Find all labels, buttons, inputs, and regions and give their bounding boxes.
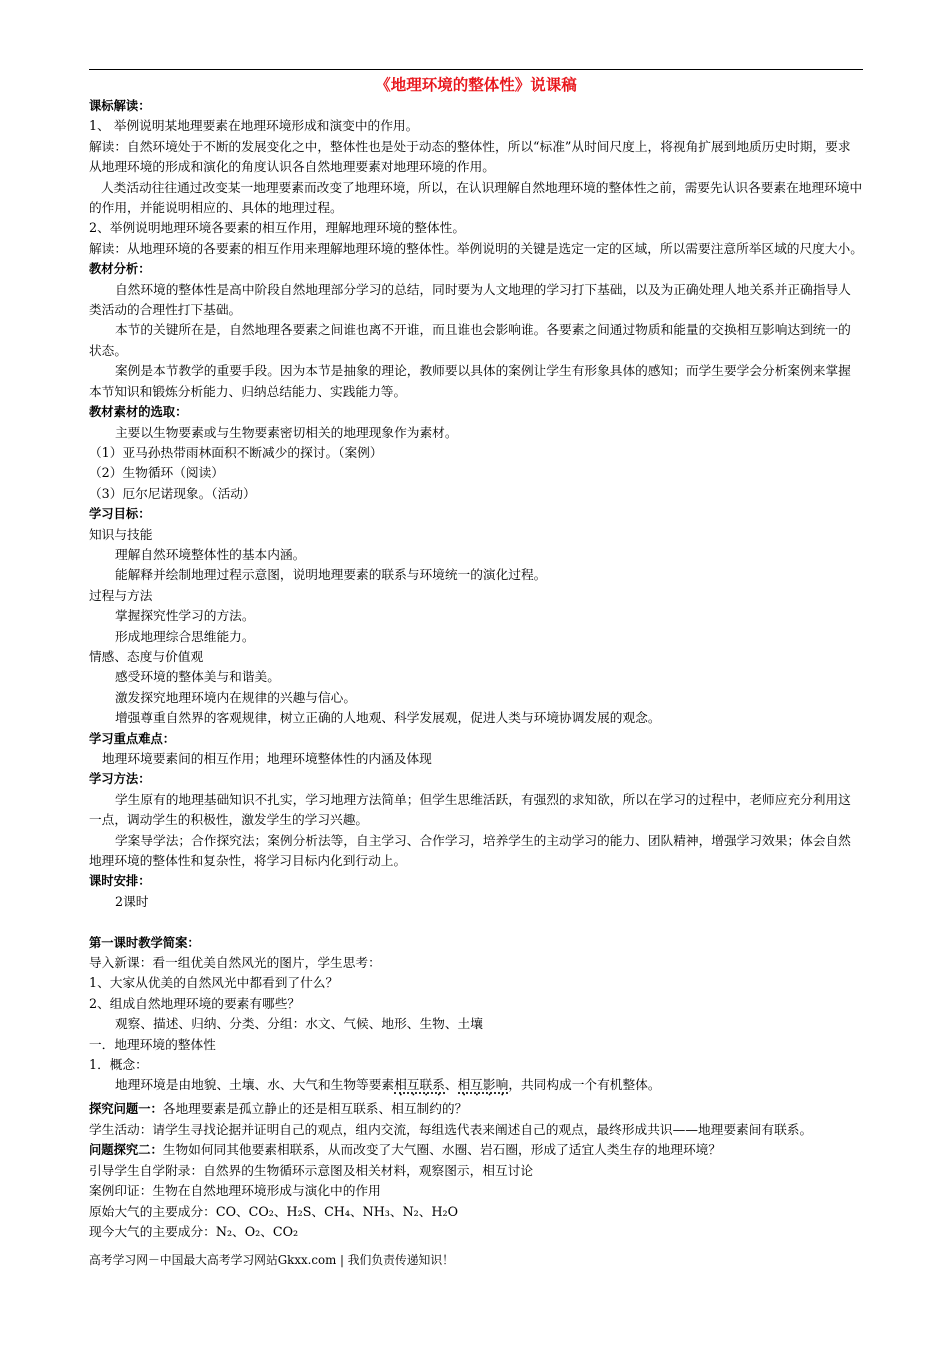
paragraph: 导入新课：看一组优美自然风光的图片，学生思考： — [89, 955, 381, 971]
list-item: 形成地理综合思维能力。 — [115, 628, 255, 644]
blank-line — [89, 912, 863, 932]
subheading: 知识与技能 — [89, 526, 153, 542]
paragraph: 主要以生物要素或与生物要素密切相关的地理现象作为素材。 — [115, 424, 458, 440]
text-span: 地理环境是由地貌、土壤、水、大气和生物等要素 — [115, 1077, 395, 1093]
paragraph: 地理环境要素间的相互作用；地理环境整体性的内涵及体现 — [102, 751, 432, 766]
question-text: 各地理要素是孤立静止的还是相互联系、相互制约的？ — [162, 1101, 468, 1117]
document-body — [89, 96, 863, 1242]
subheading: 一．地理环境的整体性 — [89, 1036, 216, 1052]
paragraph: 1、 举例说明某地理要素在地理环境形成和演变中的作用。 — [89, 118, 419, 134]
list-item: （2）生物循环（阅读） — [89, 465, 224, 481]
text-span: ，共同构成一个有机整体。 — [508, 1077, 661, 1093]
paragraph: 观察、描述、归纳、分类、分组：水文、气候、地形、生物、土壤 — [115, 1016, 483, 1032]
question-paragraph — [89, 1140, 863, 1160]
subheading: 1．概念： — [89, 1057, 148, 1073]
page-title: 《地理环境的整体性》说课稿 — [375, 76, 577, 94]
paragraph: 引导学生自学附录：自然界的生物循环示意图及相关材料，观察图示，相互讨论 — [89, 1162, 534, 1178]
section-heading-jcfx: 教材分析： — [89, 262, 151, 277]
list-item: 掌握探究性学习的方法。 — [115, 608, 255, 624]
paragraph: 现今大气的主要成分：N₂、O₂、CO₂ — [89, 1223, 299, 1239]
subheading: 情感、态度与价值观 — [89, 648, 204, 664]
paragraph: 学生活动：请学生寻找论据并证明自己的观点，组内交流，每组选代表来阐述自己的观点，最终形成共识——地理要素间有联系。 — [89, 1121, 813, 1137]
section-heading-ks: 课时安排： — [89, 874, 151, 889]
page-footer: 高考学习网－中国最大高考学习网站Gkxx.com | 我们负责传递知识！ — [89, 1253, 454, 1267]
paragraph: 解读：从地理环境的各要素的相互作用来理解地理环境的整体性。举例说明的关键是选定一定的区域，所以需要注意所举区域的尺度大小。 — [89, 240, 863, 256]
section-heading-sc: 教材素材的选取： — [89, 405, 188, 420]
section-heading-ja: 第一课时教学简案： — [89, 935, 200, 950]
paragraph: 学生原有的地理基础知识不扎实，学习地理方法简单；但学生思维活跃，有强烈的求知欲，所以在学习的过程中，老师应充分利用这一点，调动学生的积极性，激发学生的学习兴趣。 — [89, 791, 851, 828]
paragraph: 原始大气的主要成分：CO、CO₂、H₂S、CH₄、NH₃、N₂、H₂O — [89, 1203, 458, 1219]
list-item: 感受环境的整体美与和谐美。 — [115, 669, 280, 685]
list-item: （3）厄尔尼诺现象。（活动） — [89, 485, 256, 501]
paragraph: 2、举例说明地理环境各要素的相互作用，理解地理环境的整体性。 — [89, 220, 466, 236]
emphasized-term: 相互影响 — [457, 1077, 509, 1093]
list-item: 能解释并绘制地理过程示意图，说明地理要素的联系与环境统一的演化过程。 — [115, 567, 547, 583]
emphasized-term: 相互联系 — [394, 1077, 445, 1093]
subheading: 过程与方法 — [89, 587, 153, 603]
paragraph: 解读：自然环境处于不断的发展变化之中，整体性也是处于动态的整体性，所以“标准”从时间尺度上，将视角扩展到地质历史时期，要求从地理环境的形成和演化的角度认识各自然地理要素对地理环境的作用。 — [89, 138, 851, 175]
paragraph: 1、大家从优美的自然风光中都看到了什么？ — [89, 975, 339, 991]
paragraph: 学案导学法；合作探究法；案例分析法等，自主学习、合作学习，培养学生的主动学习的能力、团队精神，增强学习效果；体会自然地理环境的整体性和复杂性，将学习目标内化到行动上。 — [89, 832, 851, 869]
list-item: （1）亚马孙热带雨林面积不断减少的探讨。（案例） — [89, 444, 383, 460]
paragraph: 案例是本节教学的重要手段。因为本节是抽象的理论，教师要以具体的案例让学生有形象具体的感知；而学生要学会分析案例来掌握本节知识和锻炼分析能力、归纳总结能力、实践能力等。 — [89, 363, 851, 399]
paragraph: 案例印证：生物在自然地理环境形成与演化中的作用 — [89, 1183, 381, 1199]
definition-paragraph — [89, 1075, 863, 1099]
section-heading-mb: 学习目标： — [89, 507, 151, 522]
list-item: 增强尊重自然界的客观规律，树立正确的人地观、科学发展观，促进人类与环境协调发展的观念。 — [115, 710, 661, 726]
header-rule — [89, 69, 863, 70]
paragraph: 2、组成自然地理环境的要素有哪些？ — [89, 995, 301, 1011]
section-heading-zd: 学习重点难点： — [89, 731, 176, 746]
list-item: 理解自然环境整体性的基本内涵。 — [115, 546, 306, 562]
text-span: 、 — [444, 1077, 458, 1093]
paragraph: 自然环境的整体性是高中阶段自然地理部分学习的总结，同时要为人文地理的学习打下基础，以及为正确处理人地关系并正确指导人类活动的合理性打下基础。 — [89, 281, 851, 318]
paragraph: 本节的关键所在是，自然地理各要素之间谁也离不开谁，而且谁也会影响谁。各要素之间通过物质和能量的交换相互影响达到统一的状态。 — [89, 322, 851, 358]
paragraph: 人类活动往往通过改变某一地理要素而改变了地理环境，所以，在认识理解自然地理环境的整体性之前，需要先认识各要素在地理环境中的作用，并能说明相应的、具体的地理过程。 — [89, 179, 863, 216]
question-text: 生物如何同其他要素相联系，从而改变了大气圈、水圈、岩石圈，形成了适宜人类生存的地理环境？ — [162, 1142, 722, 1158]
paragraph: 2课时 — [115, 893, 149, 909]
section-heading-kbjd: 课标解读： — [89, 99, 151, 113]
question-label: 探究问题一： — [89, 1102, 163, 1117]
list-item: 激发探究地理环境内在规律的兴趣与信心。 — [115, 689, 357, 705]
section-heading-ff: 学习方法： — [89, 772, 151, 787]
question-label: 问题探究二： — [89, 1143, 163, 1158]
question-paragraph — [89, 1099, 863, 1119]
